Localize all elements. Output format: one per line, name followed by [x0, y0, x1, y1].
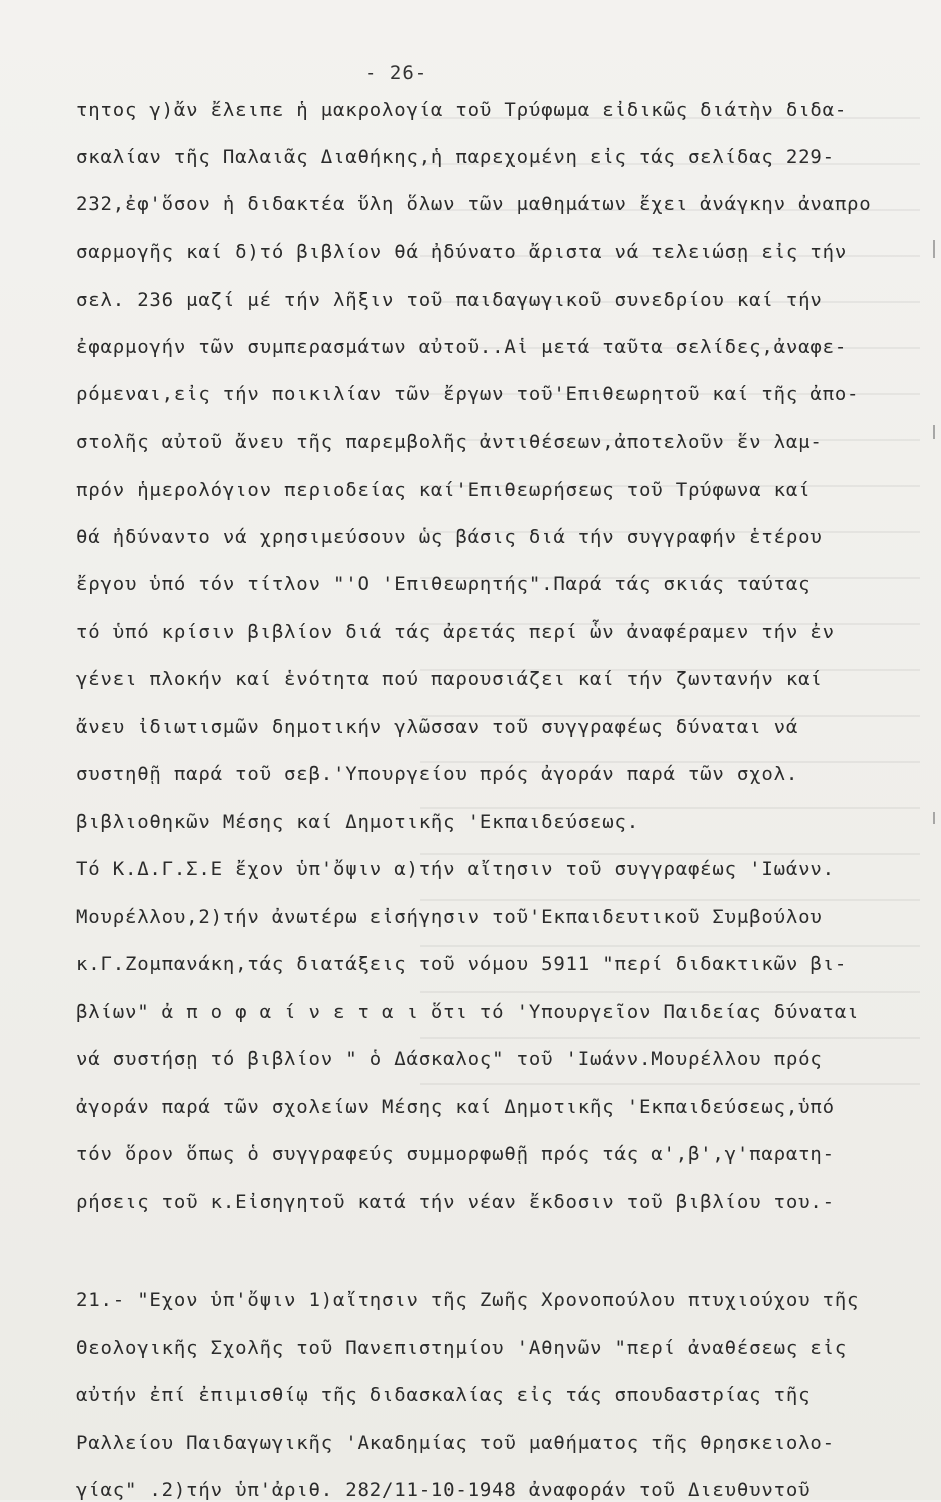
text-line: θά ἠδύναντο νά χρησιμεύσουν ὡς βάσις διά τήν συγγραφήν ἑτέρου — [76, 526, 823, 548]
page-number: - 26- — [365, 62, 428, 84]
text-line: Θεολογικῆς Σχολῆς τοῦ Πανεπιστημίου 'Αθηνῶν "περί ἀναθέσεως εἰς — [76, 1337, 848, 1359]
text-line: σαρμογῆς καί δ)τό βιβλίον θά ἠδύνατο ἄριστα νά τελειώσῃ εἰς τήν — [76, 241, 848, 263]
text-line: 232,ἐφ'ὅσον ἡ διδακτέα ὕλη ὅλων τῶν μαθημάτων ἔχει ἀνάγκην ἀναπρο — [76, 193, 872, 215]
text-line: αὐτήν ἐπί ἐπιμισθίῳ τῆς διδασκαλίας εἰς τάς σπουδαστρίας τῆς — [76, 1384, 811, 1406]
text-line: τό ὑπό κρίσιν βιβλίον διά τάς ἀρετάς περί ὧν ἀναφέραμεν τήν ἐν — [76, 621, 835, 643]
text-line: πρόν ἡμερολόγιον περιοδείας καί'Επιθεωρήσεως τοῦ Τρύφωνα καί — [76, 479, 811, 501]
text-line: ἔργου ὑπό τόν τίτλον "'Ο 'Επιθεωρητής".Παρά τάς σκιάς ταύτας — [76, 573, 811, 595]
text-line: ρήσεις τοῦ κ.Εἰσηγητοῦ κατά τήν νέαν ἔκδοσιν τοῦ βιβλίου του.- — [76, 1191, 835, 1213]
text-line: τητος γ)ἄν ἔλειπε ἡ μακρολογία τοῦ Τρύφωμα εἰδικῶς διάτὴν διδα- — [76, 99, 848, 121]
text-line: νά συστήσῃ τό βιβλίον " ὁ Δάσκαλος" τοῦ 'Ιωάνν.Μουρέλλου πρός — [76, 1048, 823, 1070]
text-line: Μουρέλλου,2)τήν ἀνωτέρω εἰσήγησιν τοῦ'Εκπαιδευτικοῦ Συμβούλου — [76, 906, 823, 928]
text-line: 21.- "Εχον ὑπ'ὄψιν 1)αἴτησιν τῆς Ζωῆς Χρονοπούλου πτυχιούχου τῆς — [76, 1289, 860, 1311]
text-line: ἄνευ ἰδιωτισμῶν δημοτικήν γλῶσσαν τοῦ συγγραφέως δύναται νά — [76, 716, 799, 738]
text-line: Τό Κ.Δ.Γ.Σ.Ε ἔχον ὑπ'ὄψιν α)τήν αἴτησιν τοῦ συγγραφέως 'Ιωάνν. — [76, 858, 835, 880]
text-line: στολῆς αὐτοῦ ἄνευ τῆς παρεμβολῆς ἀντιθέσεων,ἀποτελοῦν ἕν λαμ- — [76, 431, 823, 453]
text-line: συστηθῇ παρά τοῦ σεβ.'Υπουργείου πρός ἀγοράν παρά τῶν σχολ. — [76, 763, 799, 785]
text-line: σελ. 236 μαζί μέ τήν λῆξιν τοῦ παιδαγωγικοῦ συνεδρίου καί τήν — [76, 289, 823, 311]
text-line: βλίων" ἀ π ο φ α ί ν ε τ α ι ὅτι τό 'Υπουργεῖον Παιδείας δύναται — [76, 1001, 860, 1023]
text-line: ἀγοράν παρά τῶν σχολείων Μέσης καί Δημοτικῆς 'Εκπαιδεύσεως,ὑπό — [76, 1096, 835, 1118]
text-line: γένει πλοκήν καί ἑνότητα πού παρουσιάζει καί τήν ζωντανήν καί — [76, 668, 823, 690]
text-line: τόν ὅρον ὅπως ὁ συγγραφεύς συμμορφωθῇ πρός τάς α',β',γ'παρατη- — [76, 1143, 835, 1165]
text-line: γίας" .2)τήν ὑπ'ἀριθ. 282/11-10-1948 ἀναφοράν τοῦ Διευθυντοῦ — [76, 1479, 811, 1501]
text-line: βιβλιοθηκῶν Μέσης καί Δημοτικῆς 'Εκπαιδεύσεως. — [76, 811, 639, 833]
text-line: ἐφαρμογήν τῶν συμπερασμάτων αὐτοῦ..Αἱ μετά ταῦτα σελίδες,ἀναφε- — [76, 336, 848, 358]
text-line: σκαλίαν τῆς Παλαιᾶς Διαθήκης,ἡ παρεχομένη εἰς τάς σελίδας 229- — [76, 146, 835, 168]
text-line: Ραλλείου Παιδαγωγικῆς 'Ακαδημίας τοῦ μαθήματος τῆς θρησκειολο- — [76, 1432, 835, 1454]
text-line: κ.Γ.Ζομπανάκη,τάς διατάξεις τοῦ νόμου 5911 "περί διδακτικῶν βι- — [76, 953, 848, 975]
text-line: ρόμεναι,εἰς τήν ποικιλίαν τῶν ἔργων τοῦ'Επιθεωρητοῦ καί τῆς ἀπο- — [76, 383, 860, 405]
